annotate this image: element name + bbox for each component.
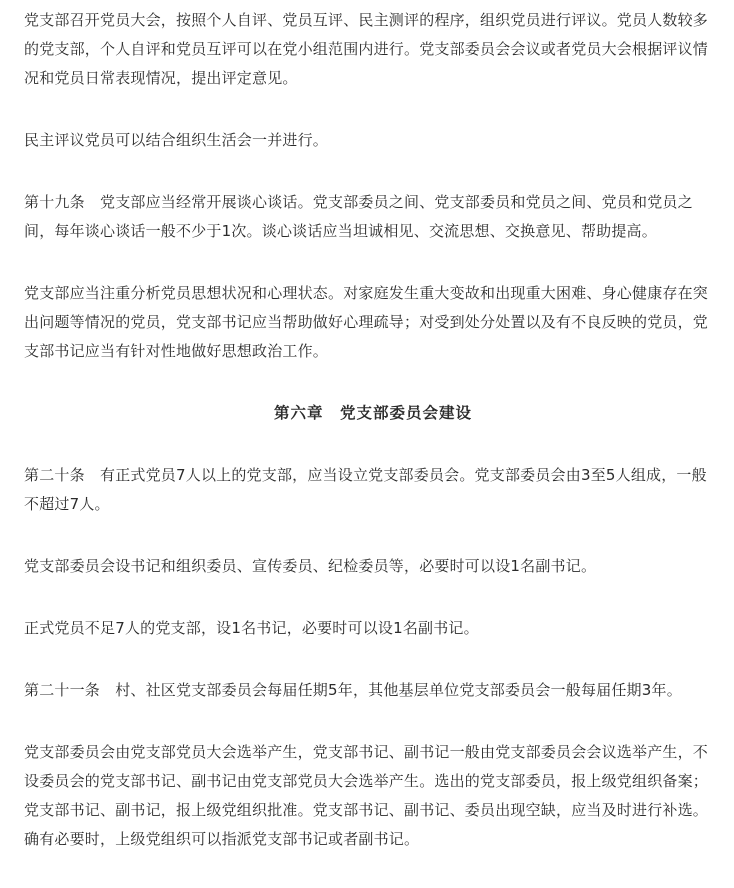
paragraph-election: 党支部委员会由党支部党员大会选举产生，党支部书记、副书记一般由党支部委员会会议选举产生，不设委员会的党支部书记、副书记由党支部党员大会选举产生。选出的党支部委员，报上级党组织备案；党支部书记、副书记，报上级党组织批准。党支部书记、副书记、委员出现空缺，应当及时进行补选。确有必要时，上级党组织可以指派党支部书记或者副书记。 bbox=[24, 743, 709, 848]
paragraph-evaluation-procedure: 党支部召开党员大会，按照个人自评、党员互评、民主测评的程序，组织党员进行评议。党员人数较多的党支部，个人自评和党员互评可以在党小组范围内进行。党支部委员会会议或者党员大会根据评议情况和党员日常表现情况，提出评定意见。 bbox=[24, 11, 709, 87]
paragraph-gap bbox=[24, 93, 722, 126]
paragraph-small-branch: 正式党员不足7人的党支部，设1名书记，必要时可以设1名副书记。 bbox=[24, 619, 479, 637]
paragraph-member-wellbeing: 党支部应当注重分析党员思想状况和心理状态。对家庭发生重大变故和出现重大困难、身心健康存在突出问题等情况的党员，党支部书记应当帮助做好心理疏导；对受到处分处置以及有不良反映的党员，党支部书记应当有针对性地做好思想政治工作。 bbox=[24, 284, 709, 360]
paragraph-gap bbox=[24, 366, 722, 399]
paragraph-article-20: 第二十条 有正式党员7人以上的党支部，应当设立党支部委员会。党支部委员会由3至5人组成，一般不超过7人。 bbox=[24, 466, 707, 513]
chapter-heading: 第六章 党支部委员会建设 bbox=[273, 404, 472, 422]
paragraph-gap bbox=[24, 246, 722, 279]
paragraph-gap bbox=[24, 428, 722, 461]
paragraph-gap bbox=[24, 581, 722, 614]
paragraph-gap bbox=[24, 155, 722, 188]
paragraph-democratic-evaluation: 民主评议党员可以结合组织生活会一并进行。 bbox=[24, 131, 329, 149]
paragraph-gap bbox=[24, 519, 722, 552]
paragraph-article-19: 第十九条 党支部应当经常开展谈心谈话。党支部委员之间、党支部委员和党员之间、党员和党员之间，每年谈心谈话一般不少于1次。谈心谈话应当坦诚相见、交流思想、交换意见、帮助提高。 bbox=[24, 193, 693, 240]
paragraph-article-21: 第二十一条 村、社区党支部委员会每届任期5年，其他基层单位党支部委员会一般每届任期3年。 bbox=[24, 681, 682, 699]
paragraph-committee-members: 党支部委员会设书记和组织委员、宣传委员、纪检委员等，必要时可以设1名副书记。 bbox=[24, 557, 597, 575]
paragraph-gap bbox=[24, 705, 722, 738]
paragraph-gap bbox=[24, 643, 722, 676]
